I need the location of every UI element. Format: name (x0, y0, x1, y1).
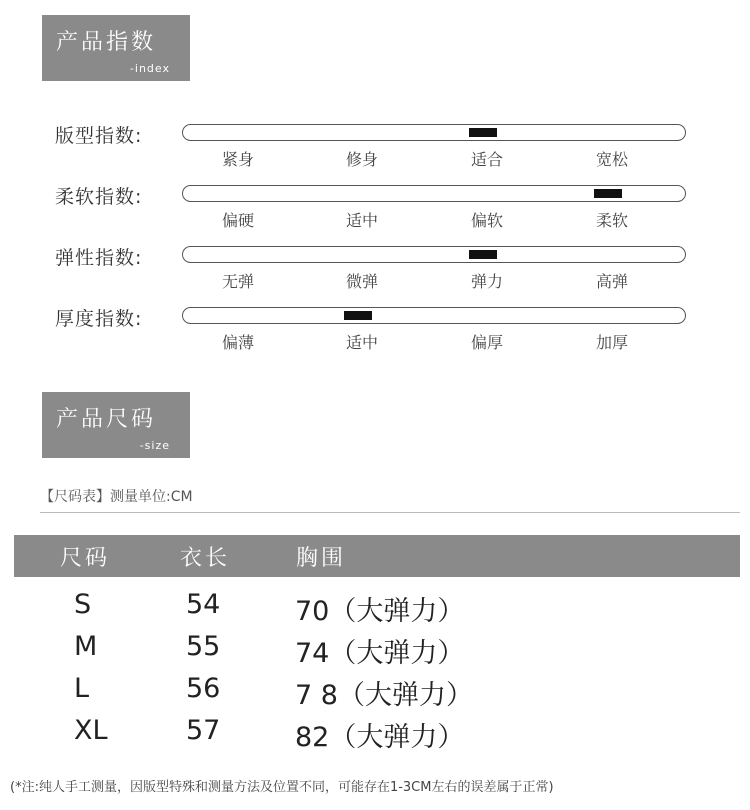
index-row-label: 柔软指数: (55, 186, 143, 208)
index-option: 宽松 (595, 150, 628, 169)
header-chest: 胸围 (296, 546, 347, 571)
chest-cell: 74（大弹力） (295, 638, 465, 669)
size-section-label (42, 392, 190, 458)
footnote: (*注:纯人手工测量，因版型特殊和测量方法及位置不同，可能存在1-3CM左右的误差属于正常) (10, 780, 554, 795)
size-cell: L (74, 673, 90, 704)
index-option: 微弹 (345, 272, 378, 291)
index-marker (344, 311, 372, 320)
index-section-title: 产品指数 (56, 30, 157, 55)
chest-cell: 70（大弹力） (295, 596, 465, 627)
index-option: 高弹 (595, 272, 628, 291)
index-track (182, 246, 686, 263)
size-section-title: 产品尺码 (56, 407, 157, 432)
length-cell: 56 (186, 673, 221, 704)
size-cell: XL (74, 715, 108, 746)
index-track (182, 307, 686, 324)
length-cell: 57 (186, 715, 221, 746)
index-option: 偏薄 (221, 333, 254, 352)
size-row (0, 631, 750, 671)
index-option: 加厚 (595, 333, 628, 352)
index-option: 适中 (345, 211, 378, 230)
index-option: 无弹 (221, 272, 254, 291)
length-cell: 55 (186, 631, 221, 662)
index-row (0, 182, 750, 242)
index-marker (469, 128, 497, 137)
index-option: 偏硬 (221, 211, 254, 230)
index-option: 偏软 (470, 211, 503, 230)
index-row (0, 121, 750, 181)
index-row (0, 304, 750, 364)
index-marker (469, 250, 497, 259)
index-section-label (42, 15, 190, 81)
size-cell: M (74, 631, 98, 662)
index-option: 弹力 (470, 272, 503, 291)
index-row-label: 弹性指数: (55, 247, 143, 269)
header-size: 尺码 (60, 546, 111, 571)
divider (40, 512, 740, 513)
index-option: 柔软 (595, 211, 628, 230)
index-track (182, 185, 686, 202)
size-cell: S (74, 589, 92, 620)
index-option: 适合 (470, 150, 503, 169)
index-option: 偏厚 (470, 333, 503, 352)
index-row (0, 243, 750, 303)
size-section-subtitle: -size (139, 439, 170, 452)
size-row (0, 589, 750, 629)
index-track (182, 124, 686, 141)
index-row-label: 版型指数: (55, 125, 143, 147)
size-row (0, 715, 750, 755)
size-row (0, 673, 750, 713)
size-unit-line: 【尺码表】测量单位:CM (40, 489, 193, 505)
chest-cell: 7 8（大弹力） (295, 680, 473, 711)
size-table-header (14, 535, 740, 577)
index-marker (594, 189, 622, 198)
chest-cell: 82（大弹力） (295, 722, 465, 753)
index-option: 修身 (345, 150, 378, 169)
index-option: 紧身 (221, 150, 254, 169)
header-length: 衣长 (180, 546, 231, 571)
index-section-subtitle: -index (129, 62, 170, 75)
index-row-label: 厚度指数: (55, 308, 143, 330)
index-option: 适中 (345, 333, 378, 352)
length-cell: 54 (186, 589, 221, 620)
